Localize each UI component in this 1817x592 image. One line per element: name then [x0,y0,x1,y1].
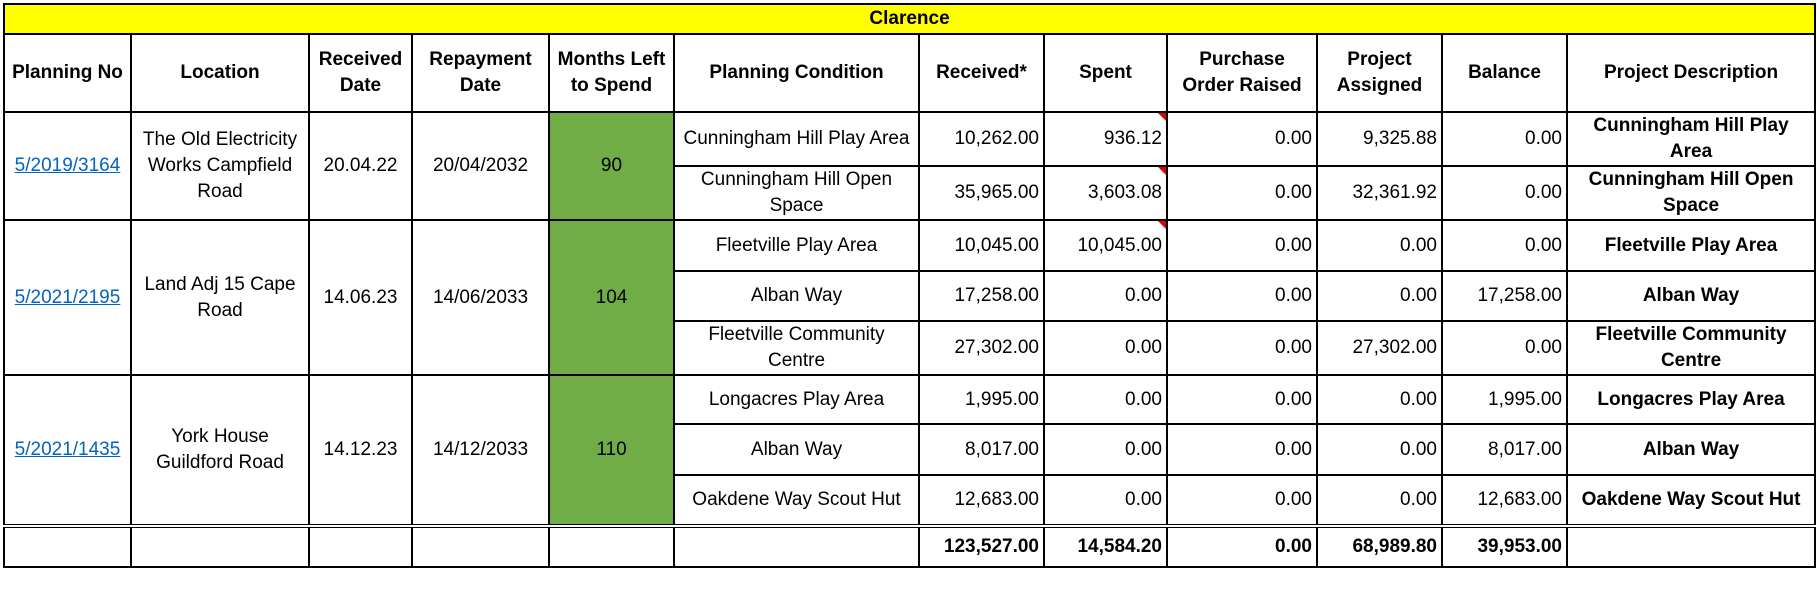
description-cell: Alban Way [1567,271,1815,321]
total-po: 0.00 [1167,526,1317,567]
assigned-cell: 32,361.92 [1317,166,1442,220]
po-cell: 0.00 [1167,321,1317,375]
spent-cell: 936.12 [1044,112,1167,166]
header-received-date: Received Date [309,34,412,112]
repayment-date-cell: 14/06/2033 [412,220,549,375]
balance-cell: 0.00 [1442,166,1567,220]
header-repayment-date: Repayment Date [412,34,549,112]
planning-link[interactable]: 5/2021/2195 [14,286,121,308]
condition-cell: Fleetville Community Centre [674,321,919,375]
spent-cell: 0.00 [1044,475,1167,526]
po-cell: 0.00 [1167,112,1317,166]
received-cell: 35,965.00 [919,166,1044,220]
clarence-table [3,3,1816,568]
description-cell: Cunningham Hill Open Space [1567,166,1815,220]
totals-row [4,526,1815,567]
condition-cell: Cunningham Hill Play Area [674,112,919,166]
balance-cell: 12,683.00 [1442,475,1567,526]
spent-cell: 0.00 [1044,321,1167,375]
header-received: Received* [919,34,1044,112]
planning-link[interactable]: 5/2021/1435 [14,439,121,460]
condition-cell: Cunningham Hill Open Space [674,166,919,220]
received-cell: 12,683.00 [919,475,1044,526]
repayment-date-cell: 14/12/2033 [412,375,549,526]
po-cell: 0.00 [1167,271,1317,321]
spent-cell: 0.00 [1044,375,1167,424]
assigned-cell: 0.00 [1317,375,1442,424]
header-planning-no: Planning No [4,34,131,112]
total-received: 123,527.00 [919,526,1044,567]
description-cell: Cunningham Hill Play Area [1567,112,1815,166]
months-left-cell: 90 [549,112,674,220]
balance-cell: 8,017.00 [1442,424,1567,475]
description-cell: Oakdene Way Scout Hut [1567,475,1815,526]
description-cell: Longacres Play Area [1567,375,1815,424]
table-row [4,112,1815,166]
balance-cell: 17,258.00 [1442,271,1567,321]
total-balance: 39,953.00 [1442,526,1567,567]
header-po-raised: Purchase Order Raised [1167,34,1317,112]
months-left-cell: 110 [549,375,674,526]
received-cell: 1,995.00 [919,375,1044,424]
received-cell: 17,258.00 [919,271,1044,321]
spent-cell: 0.00 [1044,424,1167,475]
description-cell: Alban Way [1567,424,1815,475]
header-months-left: Months Left to Spend [549,34,674,112]
spent-cell: 10,045.00 [1044,220,1167,271]
description-cell: Fleetville Play Area [1567,220,1815,271]
assigned-cell: 27,302.00 [1317,321,1442,375]
header-spent: Spent [1044,34,1167,112]
table-row [4,375,1815,424]
assigned-cell: 0.00 [1317,271,1442,321]
table-row [4,220,1815,271]
condition-cell: Alban Way [674,424,919,475]
po-cell: 0.00 [1167,424,1317,475]
header-planning-condition: Planning Condition [674,34,919,112]
po-cell: 0.00 [1167,375,1317,424]
sheet-title: Clarence [4,4,1815,34]
po-cell: 0.00 [1167,475,1317,526]
header-project-description: Project Description [1567,34,1815,112]
balance-cell: 0.00 [1442,112,1567,166]
received-cell: 8,017.00 [919,424,1044,475]
total-spent: 14,584.20 [1044,526,1167,567]
condition-cell: Longacres Play Area [674,375,919,424]
header-location: Location [131,34,309,112]
received-date-cell: 14.06.23 [309,220,412,375]
po-cell: 0.00 [1167,166,1317,220]
location-cell: Land Adj 15 Cape Road [131,220,309,375]
received-cell: 27,302.00 [919,321,1044,375]
location-cell: York House Guildford Road [131,375,309,526]
balance-cell: 0.00 [1442,220,1567,271]
received-date-cell: 14.12.23 [309,375,412,526]
po-cell: 0.00 [1167,220,1317,271]
condition-cell: Alban Way [674,271,919,321]
condition-cell: Fleetville Play Area [674,220,919,271]
assigned-cell: 0.00 [1317,220,1442,271]
planning-link[interactable]: 5/2019/3164 [14,155,121,176]
assigned-cell: 0.00 [1317,424,1442,475]
condition-cell: Oakdene Way Scout Hut [674,475,919,526]
header-project-assigned: Project Assigned [1317,34,1442,112]
location-cell: The Old Electricity Works Campfield Road [131,112,309,220]
assigned-cell: 0.00 [1317,475,1442,526]
received-date-cell: 20.04.22 [309,112,412,220]
spent-cell: 0.00 [1044,271,1167,321]
spent-cell: 3,603.08 [1044,166,1167,220]
repayment-date-cell: 20/04/2032 [412,112,549,220]
header-balance: Balance [1442,34,1567,112]
received-cell: 10,045.00 [919,220,1044,271]
received-cell: 10,262.00 [919,112,1044,166]
assigned-cell: 9,325.88 [1317,112,1442,166]
months-left-cell: 104 [549,220,674,375]
total-assigned: 68,989.80 [1317,526,1442,567]
description-cell: Fleetville Community Centre [1567,321,1815,375]
balance-cell: 0.00 [1442,321,1567,375]
balance-cell: 1,995.00 [1442,375,1567,424]
